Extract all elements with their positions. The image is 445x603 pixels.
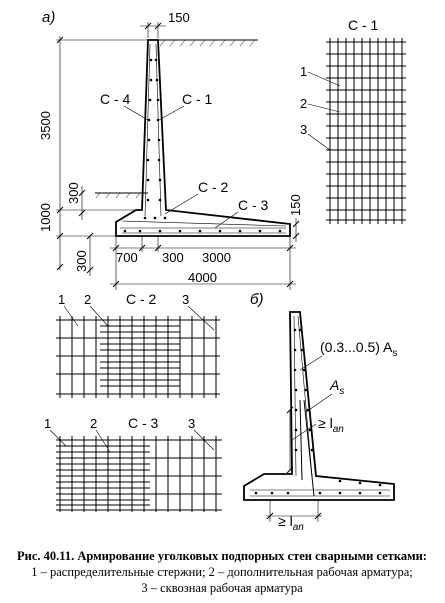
mesh-c1-title: С - 1: [348, 17, 379, 33]
label-lan-upper: ≥ $l_{an}$: [318, 415, 344, 435]
leader-c3: [215, 212, 238, 228]
mesh-c2-leader-2: 2: [84, 292, 92, 307]
dim-300-bottom: 300: [74, 250, 89, 272]
mesh-c2-leader-1: 1: [58, 292, 66, 307]
mesh-c2-grid: [56, 316, 220, 398]
leader-c1: [159, 106, 184, 120]
dim-300-left: 300: [66, 182, 81, 204]
caption-line-2: 1 – распределительные стержни; 2 – дополнительная рабочая арматура;: [31, 565, 413, 579]
mesh-c3-leader-1: 1: [44, 416, 52, 431]
dim-300-h: 300: [162, 250, 184, 265]
dim-4000: 4000: [188, 270, 217, 285]
caption: [17, 549, 427, 595]
mesh-c3-title: С - 3: [128, 415, 159, 431]
caption-title: Рис. 40.11. Армирование уголковых подпорных стен сварными сетками:: [17, 549, 427, 563]
mesh-c1-grid: [326, 38, 406, 224]
dim-1000: 1000: [38, 203, 53, 232]
dim-150-right: 150: [288, 194, 303, 216]
label-c2: С - 2: [198, 179, 229, 195]
label-c1: С - 1: [182, 91, 213, 107]
mesh-c3: [44, 415, 222, 512]
label-as-mid: $A_s$: [330, 377, 345, 397]
mesh-c3-grid: [56, 436, 222, 512]
leader-c4: [124, 106, 148, 120]
panel-a-label: а): [42, 9, 56, 26]
label-lan-lower: ≥ $l_{an}$: [278, 513, 304, 533]
rebar-c2: [122, 221, 286, 226]
dim-3500: 3500: [38, 111, 53, 140]
mesh-c3-leader-2: 2: [90, 416, 98, 431]
label-c3: С - 3: [238, 197, 269, 213]
mesh-c1-leader-2: 2: [300, 96, 308, 111]
label-as-upper: (0.3...0.5) $A_s$: [320, 339, 398, 359]
mesh-c2-title: С - 2: [126, 291, 157, 307]
mesh-c1: [300, 17, 406, 224]
mesh-c2-leader-3: 3: [182, 292, 190, 307]
panel-a: [38, 9, 303, 290]
ground-hatch-top: [160, 40, 255, 46]
mesh-c1-leader-3: 3: [300, 122, 308, 137]
mesh-c3-leader-3: 3: [188, 416, 196, 431]
dim-700: 700: [116, 250, 138, 265]
panel-b: [244, 291, 397, 533]
dim-3000: 3000: [202, 250, 231, 265]
caption-line-3: 3 – сквозная рабочая арматура: [141, 581, 303, 595]
ground-hatch-left: [96, 193, 140, 198]
mesh-c1-leader-1: 1: [300, 64, 308, 79]
label-c4: С - 4: [100, 91, 131, 107]
mesh-c2: [56, 291, 220, 398]
dim-150-top: 150: [168, 10, 190, 25]
panel-b-label: б): [250, 291, 264, 308]
